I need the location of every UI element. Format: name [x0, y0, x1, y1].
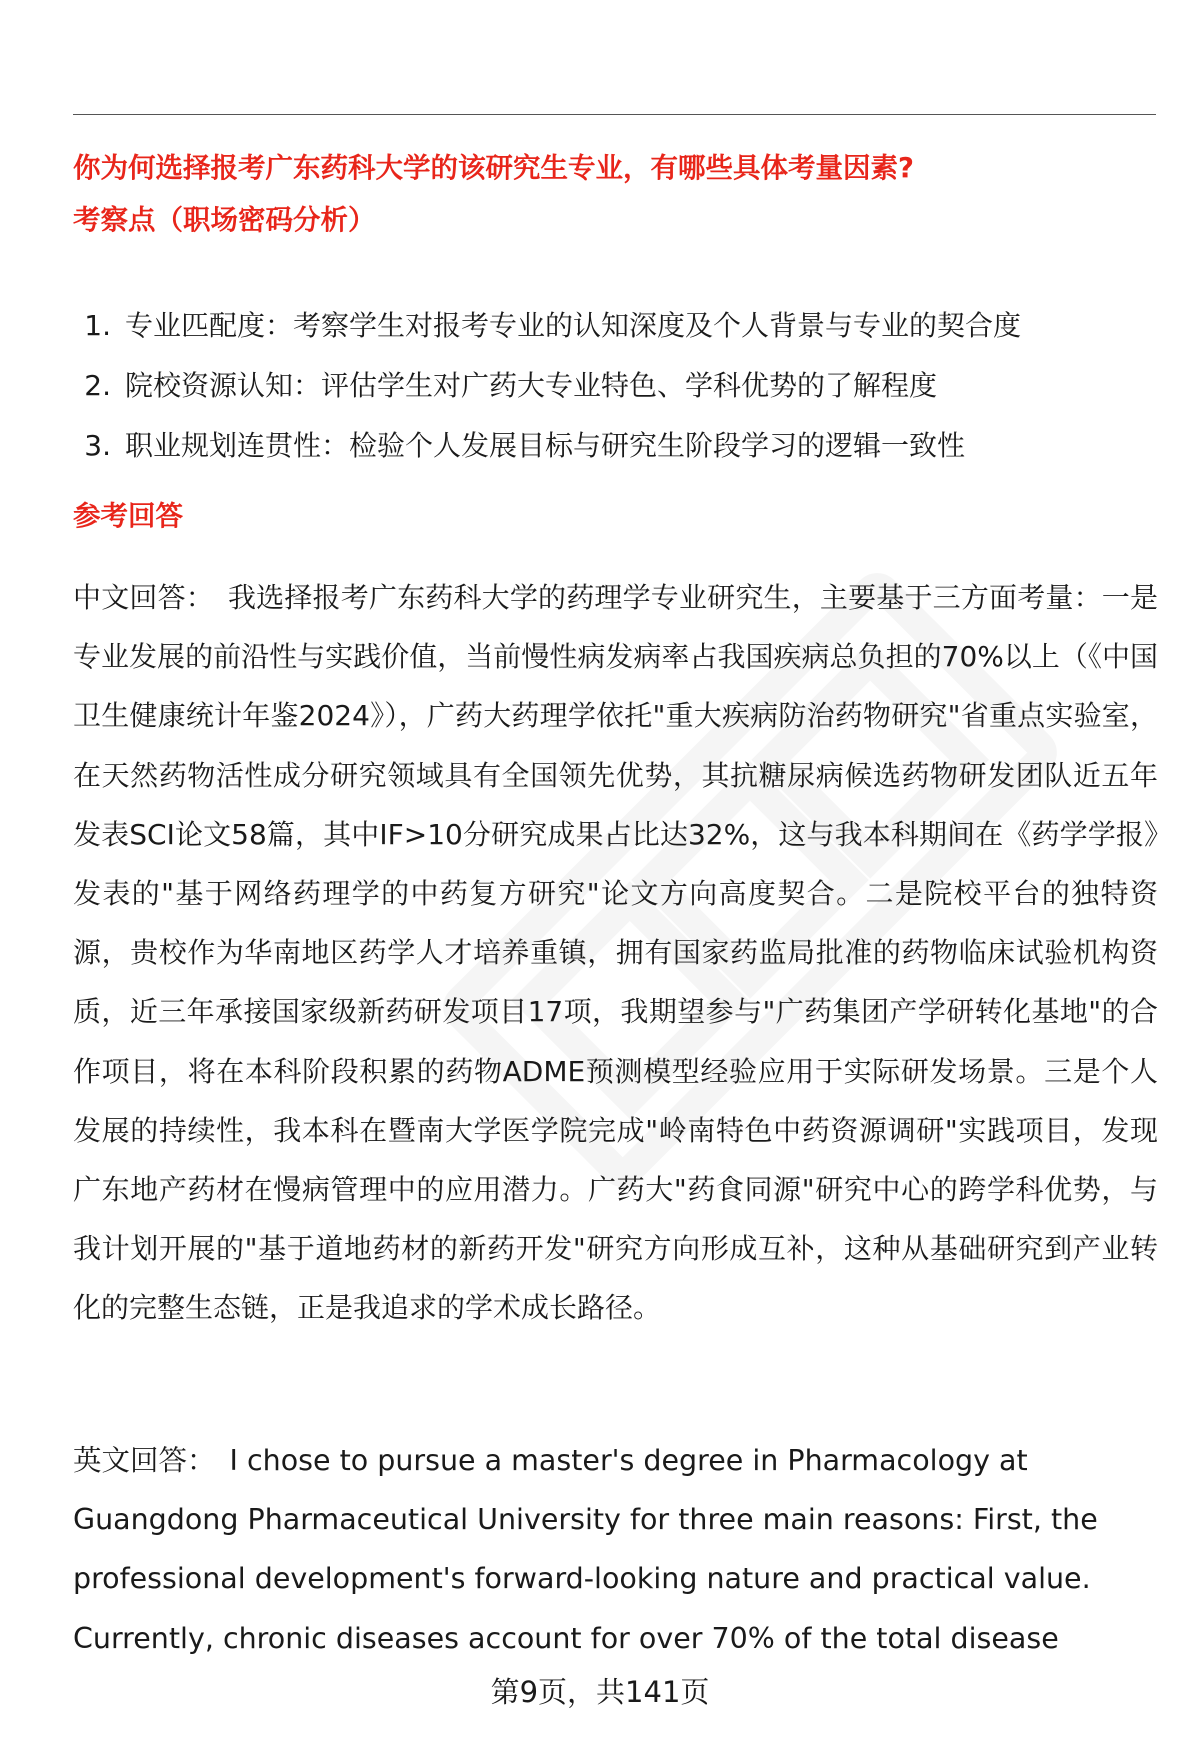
english-answer-label: 英文回答：: [73, 1444, 216, 1477]
reference-heading: 参考回答: [73, 500, 183, 532]
focus-point: [73, 356, 1163, 416]
focus-point-number: 1.: [84, 309, 111, 342]
focus-point-text: 院校资源认知：评估学生对广药大专业特色、学科优势的了解程度: [125, 369, 938, 402]
focus-point-text: 职业规划连贯性：检验个人发展目标与研究生阶段学习的逻辑一致性: [125, 429, 966, 462]
focus-point: [73, 416, 1163, 476]
english-answer-text: I chose to pursue a master's degree in Pharmacology at Guangdong Pharmaceutical University for three main reasons: First, the professional development's forward-looking nature and practical value. Currently, chronic diseases account for over 70% of the total disease: [73, 1444, 1098, 1655]
chinese-answer-label: 中文回答：: [73, 581, 214, 614]
chinese-answer-paragraph: [73, 568, 1158, 1338]
top-divider: [73, 114, 1156, 115]
focus-heading: 考察点（职场密码分析）: [73, 204, 376, 236]
page-number-footer: 第9页，共141页: [490, 1675, 710, 1709]
chinese-answer-text: 我选择报考广东药科大学的药理学专业研究生，主要基于三方面考量：一是专业发展的前沿性与实践价值，当前慢性病发病率占我国疾病总负担的70%以上（《中国卫生健康统计年鉴2024》），广药大药理学依托"重大疾病防治药物研究"省重点实验室，在天然药物活性成分研究领域具有全国领先优势，其抗糖尿病候选药物研发团队近五年发表SCI论文58篇，其中IF>10分研究成果占比达32%，这与我本科期间在《药学学报》发表的"基于网络药理学的中药复方研究"论文方向高度契合。二是院校平台的独特资源，贵校作为华南地区药学人才培养重镇，拥有国家药监局批准的药物临床试验机构资质，近三年承接国家级新药研发项目17项，我期望参与"广药集团产学研转化基地"的合作项目，将在本科阶段积累的药物ADME预测模型经验应用于实际研发场景。三是个人发展的持续性，我本科在暨南大学医学院完成"岭南特色中药资源调研"实践项目，发现广东地产药材在慢病管理中的应用潜力。广药大"药食同源"研究中心的跨学科优势，与我计划开展的"基于道地药材的新药开发"研究方向形成互补，这种从基础研究到产业转化的完整生态链，正是我追求的学术成长路径。: [73, 581, 1158, 1325]
focus-point-list: [73, 296, 1163, 476]
focus-point-number: 3.: [84, 429, 111, 462]
focus-point: [73, 296, 1163, 356]
focus-point-number: 2.: [84, 369, 111, 402]
english-answer-paragraph: [73, 1431, 1158, 1668]
question-title: 你为何选择报考广东药科大学的该研究生专业，有哪些具体考量因素?: [73, 152, 914, 184]
focus-point-text: 专业匹配度：考察学生对报考专业的认知深度及个人背景与专业的契合度: [125, 309, 1022, 342]
